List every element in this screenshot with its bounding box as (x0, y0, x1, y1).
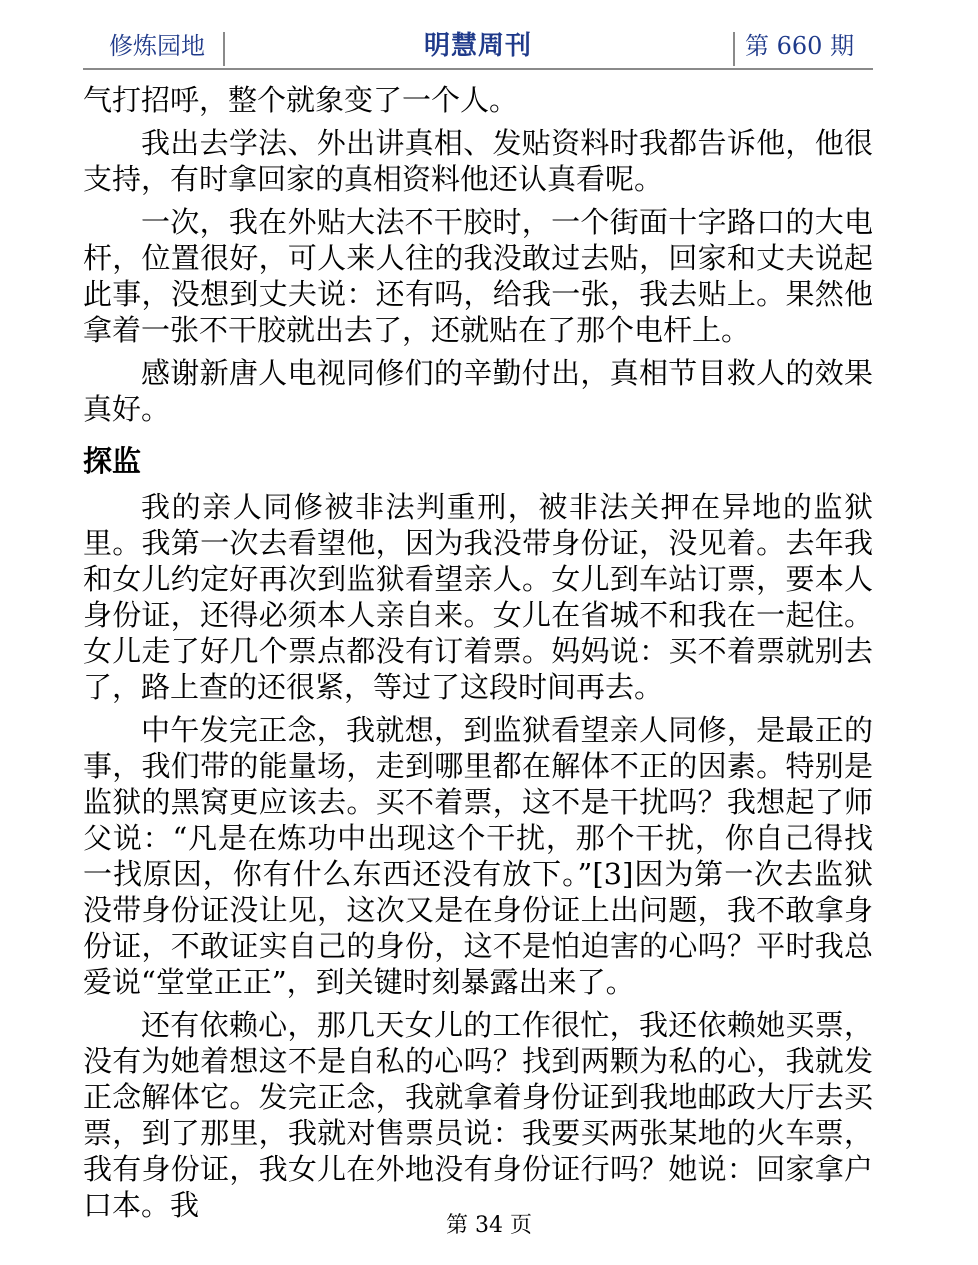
header-title: 明慧周刊 (423, 31, 532, 61)
header-issue-number: 第 660 期 (745, 32, 855, 60)
paragraph: 感谢新唐人电视同修们的辛勤付出，真相节目救人的效果真好。 (83, 356, 873, 426)
page-header (83, 26, 873, 70)
paragraph: 我出去学法、外出讲真相、发贴资料时我都告诉他，他很支持，有时拿回家的真相资料他还认真看呢。 (83, 126, 873, 196)
page-number: 第 34 页 (446, 1213, 532, 1238)
header-section-label: 修炼园地 (109, 32, 205, 60)
paragraph: 中午发完正念，我就想，到监狱看望亲人同修，是最正的事，我们带的能量场，走到哪里都在解体不正的因素。特别是监狱的黑窝更应该去。买不着票，这不是干扰吗？我想起了师父说：“凡是在炼功中出现这个干扰，那个干扰，你自己得找一找原因，你有什么东西还没有放下。”[3]因为第一次去监狱没带身份证没让见，这次又是在身份证上出问题，我不敢拿身份证，不敢证实自己的身份，这不是怕迫害的心吗？平时我总爱说“堂堂正正”，到关键时刻暴露出来了。 (83, 713, 873, 999)
paragraph: 还有依赖心，那几天女儿的工作很忙，我还依赖她买票，没有为她着想这不是自私的心吗？找到两颗为私的心，我就发正念解体它。发完正念，我就拿着身份证到我地邮政大厅去买票，到了那里，我就对售票员说：我要买两张某地的火车票，我有身份证，我女儿在外地没有身份证行吗？她说：回家拿户口本。我 (83, 1008, 873, 1222)
section-heading: 探监 (83, 444, 142, 478)
paragraph: 一次，我在外贴大法不干胶时，一个街面十字路口的大电杆，位置很好，可人来人往的我没敢过去贴，回家和丈夫说起此事，没想到丈夫说：还有吗，给我一张，我去贴上。果然他拿着一张不干胶就出去了，还就贴在了那个电杆上。 (83, 205, 873, 347)
article-body (83, 82, 873, 1230)
paragraph: 我的亲人同修被非法判重刑，被非法关押在异地的监狱里。我第一次去看望他，因为我没带身份证，没见着。去年我和女儿约定好再次到监狱看望亲人。女儿到车站订票，要本人身份证，还得必须本人亲自来。女儿在省城不和我在一起住。女儿走了好几个票点都没有订着票。妈妈说：买不着票就别去了，路上查的还很紧，等过了这段时间再去。 (83, 490, 873, 704)
paragraph: 气打招呼，整个就象变了一个人。 (83, 83, 519, 117)
